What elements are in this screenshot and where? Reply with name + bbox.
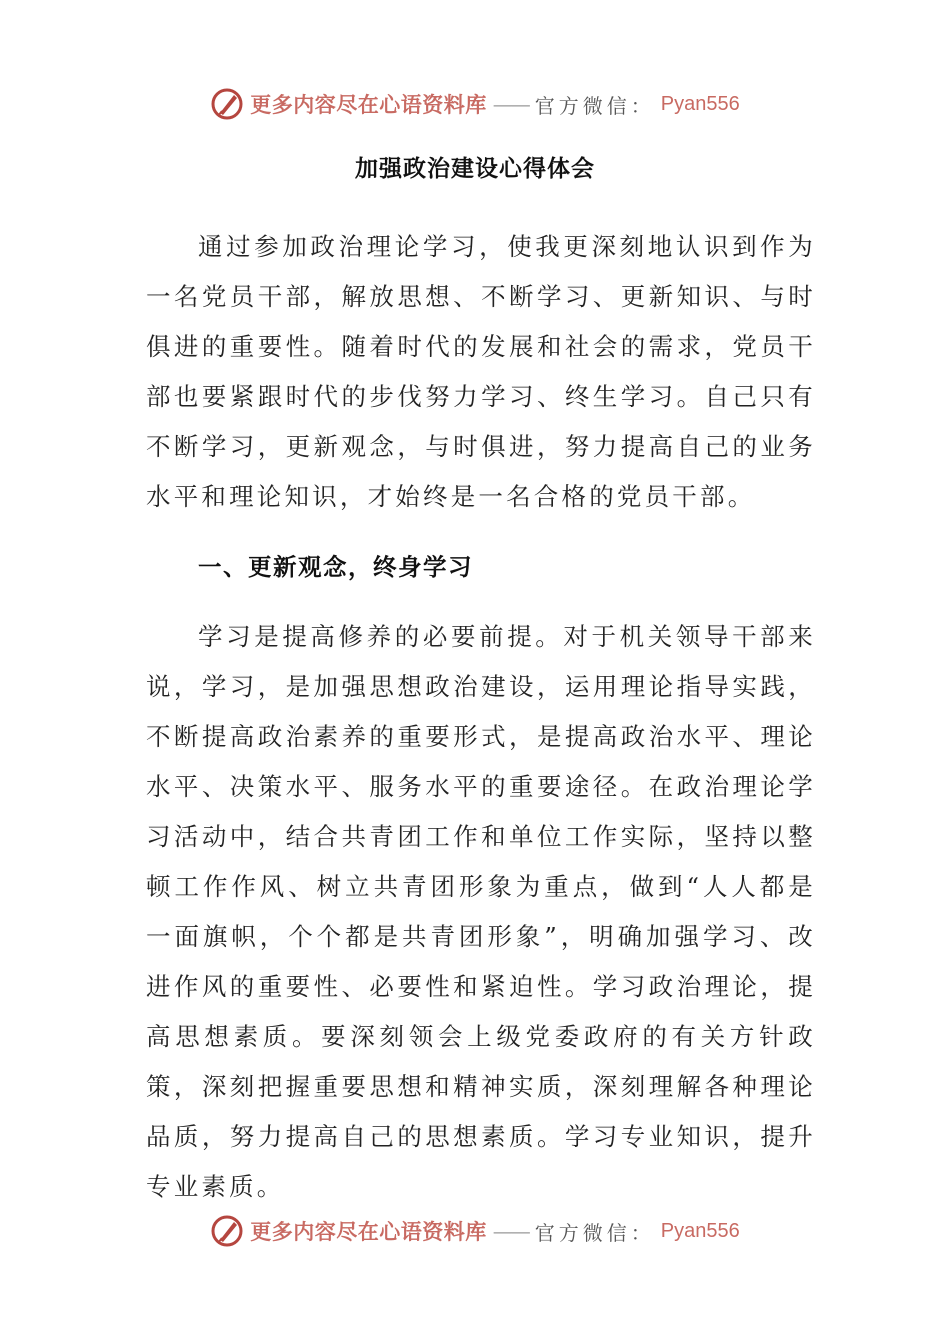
watermark-wechat-label: 官方微信：	[534, 1220, 655, 1245]
header-watermark	[0, 84, 950, 124]
quill-pen-logo-icon	[210, 1214, 244, 1248]
watermark-brand: 更多内容尽在心语资料库	[250, 1219, 487, 1244]
watermark-dash: ——	[492, 1219, 529, 1243]
footer-watermark	[0, 1211, 950, 1251]
document-body	[146, 222, 816, 1212]
intro-paragraph: 通过参加政治理论学习，使我更深刻地认识到作为一名党员干部，解放思想、不断学习、更新知识、与时俱进的重要性。随着时代的发展和社会的需求，党员干部也要紧跟时代的步伐努力学习、终生学习。自己只有不断学习，更新观念，与时俱进，努力提高自己的业务水平和理论知识，才始终是一名合格的党员干部。	[146, 232, 816, 511]
section-1-heading: 一、更新观念，终身学习	[198, 553, 473, 581]
watermark-dash: ——	[492, 92, 529, 116]
section-1-paragraph: 学习是提高修养的必要前提。对于机关领导干部来说，学习，是加强思想政治建设，运用理论指导实践，不断提高政治素养的重要形式，是提高政治水平、理论水平、决策水平、服务水平的重要途径。在政治理论学习活动中，结合共青团工作和单位工作实际，坚持以整顿工作作风、树立共青团形象为重点，做到“人人都是一面旗帜，个个都是共青团形象”，明确加强学习、改进作风的重要性、必要性和紧迫性。学习政治理论，提高思想素质。要深刻领会上级党委政府的有关方针政策，深刻把握重要思想和精神实质，深刻理解各种理论品质，努力提高自己的思想素质。学习专业知识，提升专业素质。	[146, 622, 816, 1201]
watermark-brand: 更多内容尽在心语资料库	[250, 92, 487, 117]
watermark-wechat-id: Pyan556	[660, 1219, 740, 1242]
watermark-wechat-id: Pyan556	[660, 92, 740, 115]
watermark-wechat-label: 官方微信：	[534, 93, 655, 118]
quill-pen-logo-icon	[210, 87, 244, 121]
document-title: 加强政治建设心得体会	[355, 155, 595, 182]
